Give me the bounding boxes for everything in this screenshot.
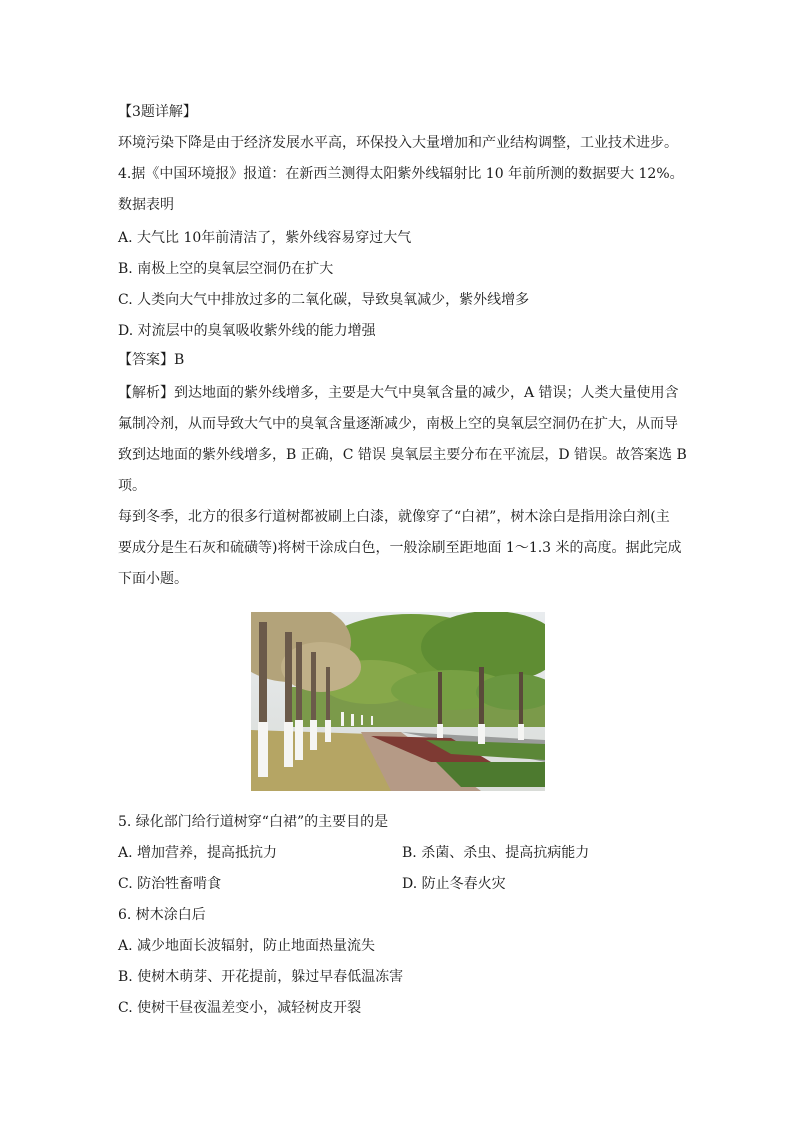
q4-answer: 【答案】B (118, 352, 185, 368)
q4-stem: 4.据《中国环境报》报道：在新西兰测得太阳紫外线辐射比 10 年前所测的数据要大 12%。 (118, 166, 684, 182)
q4-analysis-line: 氟制冷剂，从而导致大气中的臭氧含量逐渐减少，南极上空的臭氧层空洞仍在扩大，从而导 (118, 416, 678, 432)
tree-lined-street-photo (251, 612, 545, 791)
q4-analysis-line: 致到达地面的紫外线增多，B 正确，C 错误 臭氧层主要分布在平流层，D 错误。故答案选 B (118, 447, 687, 463)
q5-option-b: B. 杀菌、杀虫、提高抗病能力 (402, 845, 590, 861)
q4-analysis-line: 项。 (118, 478, 146, 494)
passage-line: 每到冬季，北方的很多行道树都被刷上白漆，就像穿了“白裙”，树木涂白是指用涂白剂(主 (118, 509, 670, 525)
q5-option-a: A. 增加营养，提高抵抗力 (118, 845, 278, 861)
q3-detail-heading: 【3题详解】 (118, 104, 197, 120)
q6-stem: 6. 树木涂白后 (118, 907, 206, 923)
q4-stem-cont: 数据表明 (118, 197, 174, 213)
q6-option-b: B. 使树木萌芽、开花提前，躲过早春低温冻害 (118, 969, 404, 985)
q4-option-c: C. 人类向大气中排放过多的二氧化碳，导致臭氧减少，紫外线增多 (118, 292, 530, 308)
q6-option-a: A. 减少地面长波辐射，防止地面热量流失 (118, 938, 376, 954)
q4-option-d: D. 对流层中的臭氧吸收紫外线的能力增强 (118, 323, 376, 339)
passage-line: 要成分是生石灰和硫磺等)将树干涂成白色，一般涂刷至距地面 1～1.3 米的高度。据此完成 (118, 540, 682, 556)
q4-option-a: A. 大气比 10年前清洁了，紫外线容易穿过大气 (118, 230, 412, 246)
q4-option-b: B. 南极上空的臭氧层空洞仍在扩大 (118, 261, 334, 277)
q5-option-c: C. 防治牲畜啃食 (118, 876, 222, 892)
q4-analysis-line: 【解析】到达地面的紫外线增多，主要是大气中臭氧含量的减少，A 错误；人类大量使用含 (118, 385, 679, 401)
q6-option-c: C. 使树干昼夜温差变小，减轻树皮开裂 (118, 1000, 362, 1016)
passage-line: 下面小题。 (118, 571, 188, 587)
q5-stem: 5. 绿化部门给行道树穿“白裙”的主要目的是 (118, 814, 389, 830)
q5-option-d: D. 防止冬春火灾 (402, 876, 506, 892)
q3-detail-text: 环境污染下降是由于经济发展水平高，环保投入大量增加和产业结构调整，工业技术进步。 (118, 135, 678, 151)
